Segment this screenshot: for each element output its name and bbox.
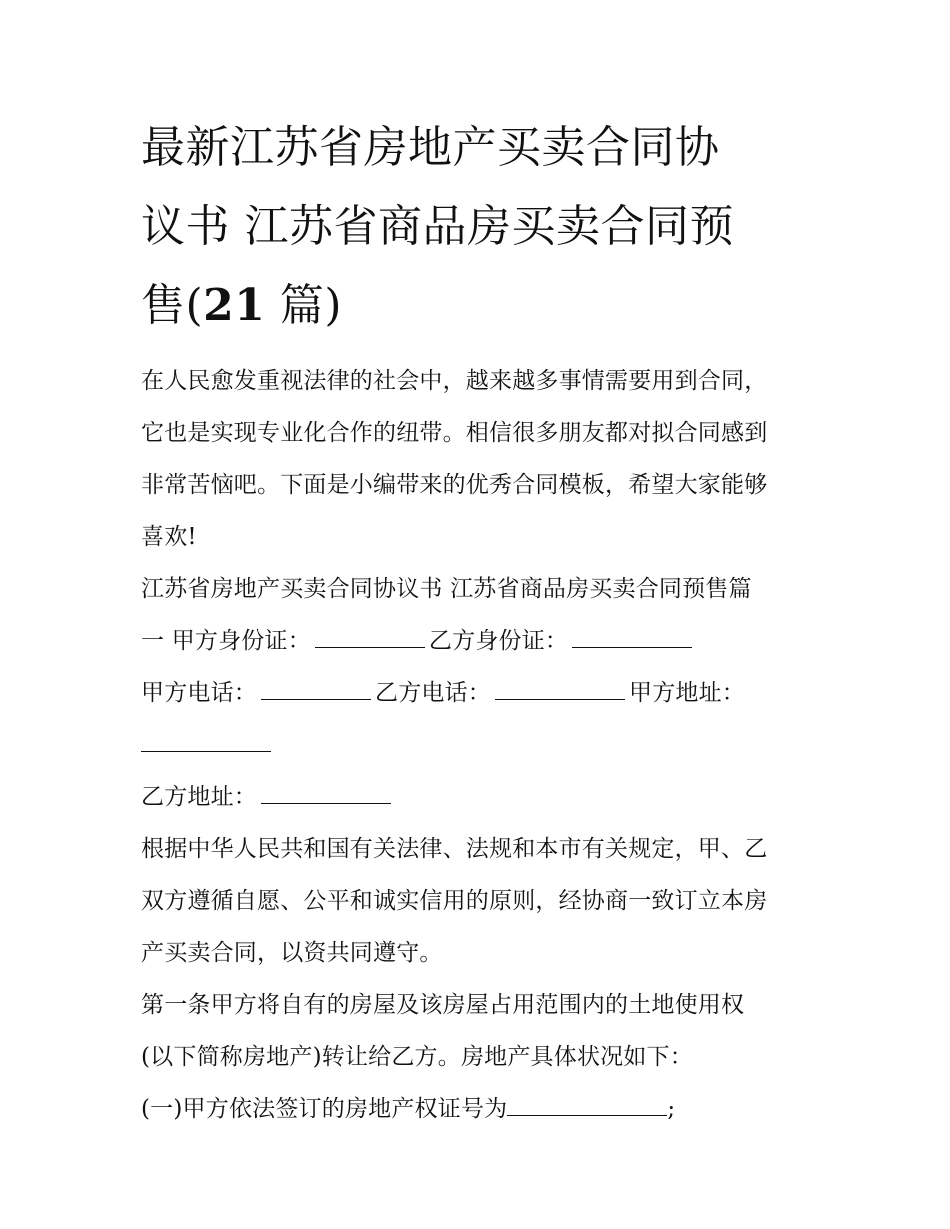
intro-line-3: 非常苦恼吧。下面是小编带来的优秀合同模板，希望大家能够 [141,472,768,498]
phones-line [141,667,816,719]
party-a-id-blank [315,621,425,648]
party-b-address-label: 乙方地址： [141,784,257,810]
intro-paragraph [141,355,816,563]
basis-line-1: 根据中华人民共和国有关法律、法规和本市有关规定，甲、乙 [141,836,768,862]
party-a-phone-label: 甲方电话： [141,680,257,706]
party-a-address-line [141,719,816,771]
party-b-phone-blank [495,673,625,700]
title-line-3 [141,266,816,345]
property-cert-blank [507,1089,667,1116]
article-1-line-3 [141,1083,816,1135]
section-heading [141,563,816,667]
document-page [141,108,816,1135]
article-1-line-1: 第一条甲方将自有的房屋及该房屋占用范围内的土地使用权 [141,992,745,1018]
title-line-3-suffix: 篇) [265,280,343,331]
party-a-phone-blank [261,673,371,700]
title-line-2: 议书 江苏省商品房买卖合同预 [141,201,734,252]
article-1-line-2: (以下简称房地产)转让给乙方。房地产具体状况如下： [141,1044,693,1070]
intro-line-2: 它也是实现专业化合作的纽带。相信很多朋友都对拟合同感到 [141,420,768,446]
party-a-id-label: 一 甲方身份证： [141,628,311,654]
title-count: 21 [203,280,266,331]
basis-line-2: 双方遵循自愿、公平和诚实信用的原则，经协商一致订立本房 [141,888,768,914]
title-line-3-prefix: 售( [141,280,204,331]
property-cert-suffix: ; [667,1096,676,1122]
party-b-id-label: 乙方身份证： [428,628,569,654]
article-1 [141,979,816,1135]
document-title [141,108,816,345]
title-line-1: 最新江苏省房地产买卖合同协 [141,122,720,173]
party-b-address-blank [261,777,391,804]
section-heading-line-1: 江苏省房地产买卖合同协议书 江苏省商品房买卖合同预售篇 [141,576,752,602]
party-b-id-blank [572,621,692,648]
party-a-address-label: 甲方地址： [629,680,745,706]
party-a-address-blank [141,725,271,752]
property-cert-label: (一)甲方依法签订的房地产权证号为 [141,1096,508,1122]
basis-paragraph [141,823,816,979]
intro-line-1: 在人民愈发重视法律的社会中，越来越多事情需要用到合同， [141,368,768,394]
contacts-block [141,667,816,823]
intro-line-4: 喜欢! [141,524,197,550]
party-b-phone-label: 乙方电话： [375,680,491,706]
basis-line-3: 产买卖合同，以资共同遵守。 [141,940,443,966]
section-heading-line-2 [141,615,816,667]
party-b-address-line [141,771,816,823]
